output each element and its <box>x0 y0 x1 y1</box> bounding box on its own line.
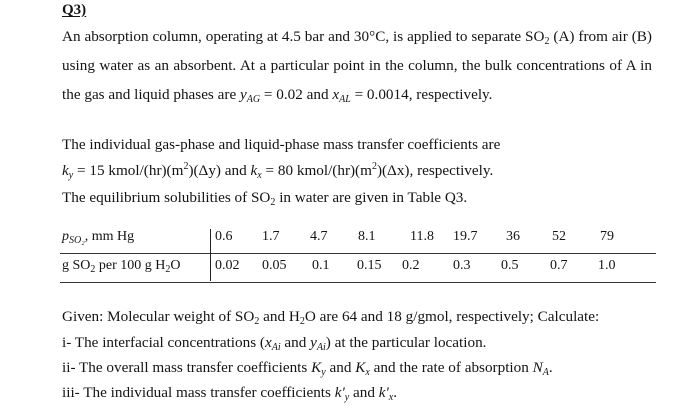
intro-text-2: (A) from air (B) using water as an absorbent. At a particular point in the column, the bulk concentrations of A in the gas and liquid phases are <box>62 28 652 103</box>
row2-header-text-3: O <box>170 258 181 273</box>
coefficient-values <box>62 162 493 180</box>
table-cell: 4.7 <box>310 229 328 244</box>
part-ii-label: ii- <box>62 359 76 376</box>
intro-text-4: = 0.0014, respectively. <box>350 86 493 103</box>
intro-text-1: An absorption column, operating at 4.5 bar and 30°C, is applied to separate SO <box>62 28 545 45</box>
solubility-subscript: 2 <box>270 197 276 208</box>
xai-symbol: x <box>264 334 272 351</box>
Kx-subscript: x <box>365 367 370 378</box>
part-i-label: i- <box>62 334 72 351</box>
Kx-symbol: K <box>355 359 366 376</box>
given-text-3: O are 64 and 18 g/gmol, respectively; Calculate: <box>304 308 600 325</box>
table-cell: 0.3 <box>453 258 471 273</box>
so2-subscript: 2 <box>544 36 550 47</box>
table-cell: 19.7 <box>453 229 478 244</box>
NA-symbol: N <box>532 359 543 376</box>
table-cell: 11.8 <box>410 229 434 244</box>
part-ii <box>62 359 553 377</box>
part-ii-text-2: and <box>325 359 356 376</box>
k-prime-y-symbol: k' <box>334 384 345 401</box>
yag-subscript: AG <box>246 94 261 105</box>
ky-superscript: 2 <box>183 161 189 172</box>
yai-subscript: Ai <box>316 342 326 353</box>
part-iii-text-2: and <box>349 384 379 401</box>
table-cell: 0.5 <box>501 258 519 273</box>
kx-tail: )(Δx), respectively. <box>376 162 494 179</box>
Ky-symbol: K <box>311 359 322 376</box>
xai-subscript: Ai <box>271 342 281 353</box>
part-i-text-2: and <box>280 334 311 351</box>
ky-symbol: k <box>62 162 69 179</box>
given-text-1: Given: Molecular weight of SO <box>62 308 255 325</box>
given-sub-2: 2 <box>299 316 305 327</box>
part-iii <box>62 384 397 402</box>
table-row1-header <box>62 229 134 245</box>
xal-symbol: x <box>332 86 340 103</box>
pressure-symbol: p <box>62 229 69 244</box>
part-ii-text-3: and the rate of absorption <box>369 359 533 376</box>
part-ii-text-4: . <box>548 359 553 376</box>
table-cell: 0.7 <box>550 258 568 273</box>
row2-header-text-1: g SO <box>62 258 91 273</box>
given-text-2: and H <box>259 308 300 325</box>
coefficient-intro: The individual gas-phase and liquid-phase mass transfer coefficients are <box>62 136 501 153</box>
table-cell: 1.0 <box>598 258 616 273</box>
question-number: Q3) <box>62 2 87 18</box>
table-cell: 52 <box>552 229 566 244</box>
yag-symbol: y <box>239 86 247 103</box>
part-i <box>62 334 486 352</box>
ky-value: = 15 kmol/(hr)(m <box>73 162 184 179</box>
table-cell: 8.1 <box>358 229 376 244</box>
NA-subscript: A <box>542 367 549 378</box>
table-divider <box>60 253 656 254</box>
table-cell: 1.7 <box>262 229 280 244</box>
kx-symbol: k <box>250 162 258 179</box>
k-prime-x-symbol: k' <box>378 384 389 401</box>
intro-text-3: = 0.02 and <box>260 86 333 103</box>
kx-value: = 80 kmol/(hr)(m <box>261 162 372 179</box>
pressure-subscript: SO₂ <box>69 235 85 246</box>
table-cell: 0.2 <box>402 258 420 273</box>
table-bottom-rule <box>60 282 656 283</box>
Ky-subscript: y <box>321 367 326 378</box>
table-header-separator <box>210 229 211 281</box>
part-iii-text-3: . <box>393 384 397 401</box>
table-cell: 0.6 <box>215 229 233 244</box>
ky-tail: )(Δy) and <box>188 162 251 179</box>
given-sub-1: 2 <box>254 316 260 327</box>
kx-subscript: x <box>257 170 262 181</box>
k-prime-y-subscript: y <box>344 392 350 403</box>
part-iii-label: iii- <box>62 384 80 401</box>
solubility-table <box>60 225 656 285</box>
table-cell: 36 <box>506 229 520 244</box>
ky-subscript: y <box>68 170 74 181</box>
kx-superscript: 2 <box>371 161 377 172</box>
yai-symbol: y <box>310 334 317 351</box>
table-cell: 0.1 <box>312 258 330 273</box>
table-row2-header <box>62 258 181 274</box>
row2-header-sub-2: 2 <box>165 264 171 275</box>
part-i-text-1: The interfacial concentrations ( <box>71 334 265 351</box>
solubility-text-2: in water are given in Table Q3. <box>275 189 468 206</box>
part-ii-text-1: The overall mass transfer coefficients <box>75 359 312 376</box>
solubility-text-1: The equilibrium solubilities of SO <box>62 189 271 206</box>
pressure-unit: , mm Hg <box>84 229 135 244</box>
xal-subscript: AL <box>339 94 351 105</box>
part-i-text-3: ) at the particular location. <box>325 334 487 351</box>
table-cell: 0.02 <box>215 258 240 273</box>
row2-header-sub-1: 2 <box>90 264 96 275</box>
row2-header-text-2: per 100 g H <box>95 258 166 273</box>
problem-statement <box>62 22 652 109</box>
solubility-intro <box>62 189 467 207</box>
given-statement <box>62 308 599 326</box>
table-cell: 79 <box>600 229 614 244</box>
k-prime-x-subscript: x <box>388 392 394 403</box>
part-iii-text-1: The individual mass transfer coefficients <box>79 384 335 401</box>
table-cell: 0.15 <box>357 258 382 273</box>
table-cell: 0.05 <box>262 258 287 273</box>
